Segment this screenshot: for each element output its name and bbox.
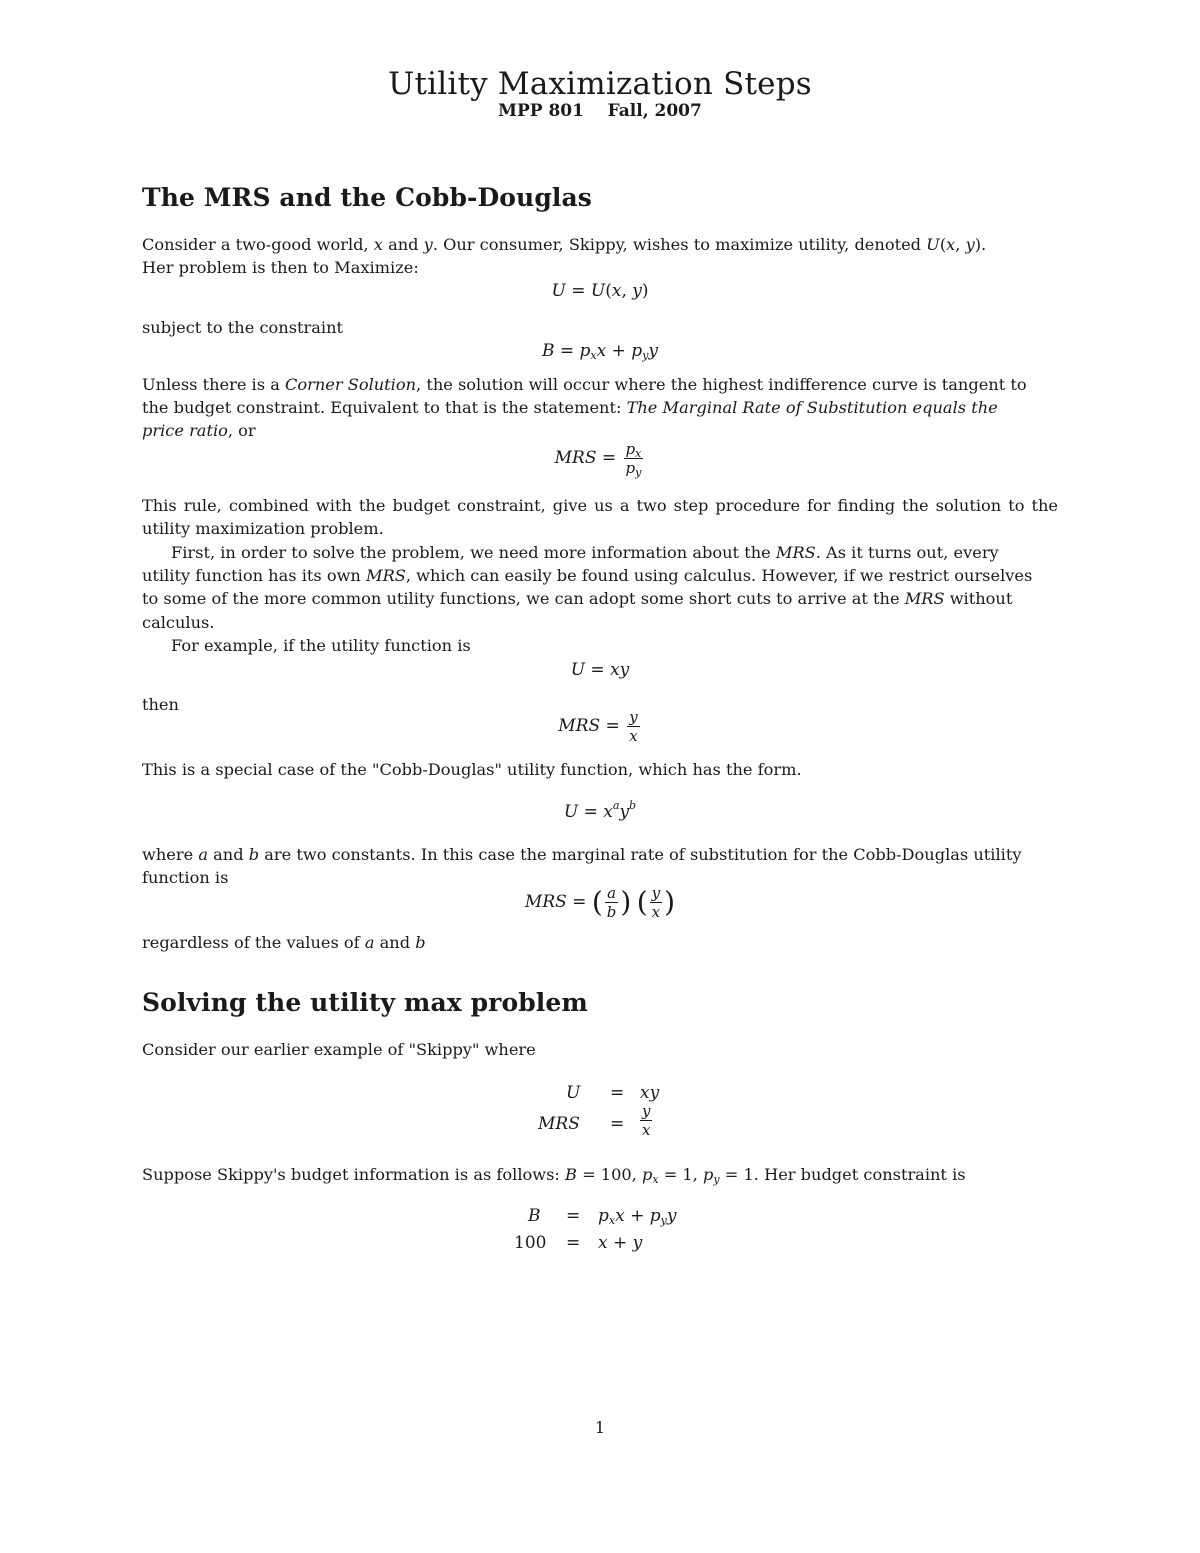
paragraph-corner-solution: Unless there is a Corner Solution, the solution will occur where the highest indifference curve is tangent to the budget constraint. Equivalent to that is the statement: The Marginal Rate of Substitution equals the price ratio, or	[142, 375, 1027, 441]
equation-mrs-price-ratio: MRS = $\frac{p_x}{p_y}$	[554, 440, 642, 479]
equation-budget: $B = p_xx + p_yy$	[541, 341, 659, 362]
document-subtitle: MPP 801 Fall, 2007	[498, 101, 702, 121]
paragraph-cobb-douglas-form: This is a special case of the "Cobb-Douglas" utility function, which has the form.	[142, 760, 802, 779]
paragraph-budget-info: Suppose Skippy's budget information is as follows: B = 100, $p_x = 1$, $p_y = 1$. Her budget constraint is	[142, 1165, 966, 1186]
text-then: then	[142, 695, 179, 714]
page-number: 1	[594, 1418, 606, 1437]
equation-cobb-douglas: $U = x^ay^b$	[563, 799, 637, 822]
paragraph-first-mrs: First, in order to solve the problem, we need more information about the MRS. As it turns out, every utility function has its own MRS, which can easily be found using calculus. However, if we restrict ourselves to some of the more common utility functions, we can adopt some short cuts to arrive at the MRS without calculus.	[142, 543, 1033, 632]
paragraph-constants: where a and b are two constants. In this case the marginal rate of substitution for the Cobb-Douglas utility function is	[142, 845, 1022, 888]
equation-mrs-cobb-douglas: MRS = ( $\frac{a}{b}$ ) ( $\frac{y}{x}$ )	[524, 884, 676, 921]
paragraph-skippy-example: Consider our earlier example of "Skippy" where	[142, 1040, 536, 1059]
paragraph-intro: Consider a two-good world, x and y. Our consumer, Skippy, wishes to maximize utility, denoted U(x, y). Her problem is then to Maximize:	[142, 235, 987, 278]
document-title: Utility Maximization Steps	[388, 66, 812, 102]
paragraph-for-example: For example, if the utility function is	[171, 636, 471, 655]
aligned-equations-budget: B = $p_xx + p_yy$ 100 = x + y	[514, 1206, 677, 1253]
equation-u-xy: U = xy	[570, 660, 630, 680]
paragraph-two-step: This rule, combined with the budget constraint, give us a two step procedure for finding the solution to the utility maximization problem.	[142, 496, 1058, 539]
section-heading-solving: Solving the utility max problem	[142, 988, 588, 1017]
equation-mrs-y-over-x: MRS = $\frac{y}{x}$	[558, 708, 638, 745]
text-regardless: regardless of the values of a and b	[142, 933, 426, 952]
aligned-equations-skippy: U = xy MRS = $\frac{y}{x}$	[538, 1083, 660, 1139]
equation-utility: U = U(x, y)	[551, 281, 649, 301]
section-heading-mrs: The MRS and the Cobb-Douglas	[142, 183, 592, 212]
text-subject-constraint: subject to the constraint	[142, 318, 344, 337]
